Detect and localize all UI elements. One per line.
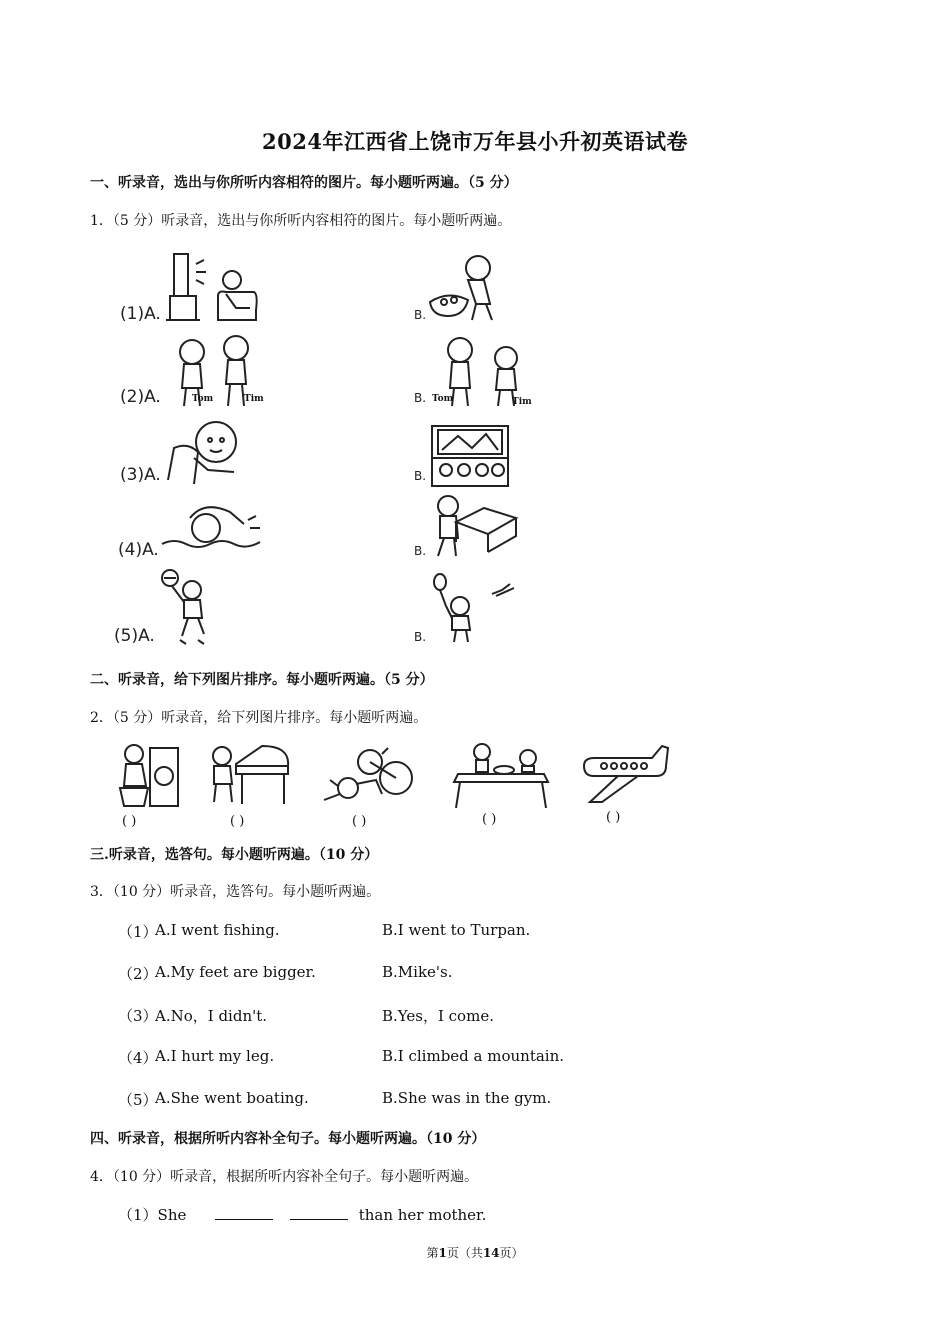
row4-label-a: (4)A. [118, 540, 159, 560]
q3-item4-option-b[interactable]: B.I climbed a mountain. [382, 1047, 565, 1065]
section4-heading: 四、听录音，根据所听内容补全句子。每小题听两遍。（10 分） [90, 1131, 486, 1147]
making-bed-picture[interactable] [426, 492, 520, 562]
row4-label-b: B. [414, 544, 427, 558]
row3-label-a: (3)A. [120, 465, 161, 485]
name-tim-a: Tim [244, 394, 264, 404]
order-blank-4[interactable]: ( ) [482, 812, 497, 827]
name-tom-a: Tom [192, 394, 214, 404]
q3-item4-option-a[interactable]: A.I hurt my leg. [155, 1047, 275, 1065]
bike-fall-picture[interactable] [322, 744, 418, 808]
q3-item4-number: （4） [118, 1049, 158, 1067]
exam-title: 2024年江西省上饶市万年县小升初英语试卷 [262, 129, 688, 154]
section3-heading: 三.听录音，选答句。每小题听两遍。（10 分） [90, 847, 379, 863]
q3-item1-number: （1） [118, 923, 158, 941]
row5-label-a: (5)A. [114, 626, 155, 646]
question1-text: 1．（5 分）听录音，选出与你所听内容相符的图片。每小题听两遍。 [90, 213, 512, 229]
tv-watching-picture[interactable] [166, 250, 262, 324]
q4-item1-blank-1[interactable] [215, 1205, 273, 1220]
page-footer [0, 1244, 950, 1261]
footer-page-number: 1 [438, 1246, 447, 1260]
section1-heading: 一、听录音，选出与你所听内容相符的图片。每小题听两遍。（5 分） [90, 175, 518, 191]
q3-item3-number: （3） [118, 1007, 158, 1025]
question2-text: 2．（5 分）听录音，给下列图片排序。每小题听两遍。 [90, 710, 428, 726]
q4-item1-sentence [118, 1204, 486, 1225]
row2-label-a: (2)A. [120, 387, 161, 407]
reading-book-picture[interactable] [164, 418, 244, 486]
q3-item1-option-b[interactable]: B.I went to Turpan. [382, 921, 531, 939]
q3-item3-option-b[interactable]: B.Yes，I come. [382, 1007, 494, 1025]
order-blank-5[interactable]: ( ) [606, 810, 621, 825]
q3-item5-option-a[interactable]: A.She went boating. [155, 1089, 309, 1107]
name-tim-b: Tim [512, 397, 532, 407]
dinner-table-picture[interactable] [452, 742, 550, 810]
piano-picture[interactable] [206, 742, 292, 808]
footer-total-pages: 14 [482, 1246, 500, 1260]
row1-label-b: B. [414, 308, 427, 322]
q3-item5-option-b[interactable]: B.She was in the gym. [382, 1089, 552, 1107]
q3-item2-number: （2） [118, 965, 158, 983]
q3-item3-option-a[interactable]: A.No，I didn't. [155, 1007, 268, 1025]
footer-pre: 第 [426, 1246, 439, 1260]
airplane-picture[interactable] [578, 744, 672, 806]
footer-post: 页） [499, 1246, 524, 1260]
window-view-picture[interactable] [428, 422, 512, 488]
row2-label-b: B. [414, 391, 427, 405]
q4-item1-suffix: than her mother. [358, 1206, 487, 1224]
basketball-picture[interactable] [158, 568, 212, 646]
washing-machine-picture[interactable] [112, 742, 182, 810]
order-blank-2[interactable]: ( ) [230, 814, 245, 829]
badminton-picture[interactable] [430, 572, 520, 644]
row5-label-b: B. [414, 630, 427, 644]
order-blank-1[interactable]: ( ) [122, 814, 137, 829]
q3-item5-number: （5） [118, 1091, 158, 1109]
washing-clothes-picture[interactable] [428, 250, 508, 324]
swimming-picture[interactable] [160, 498, 264, 560]
order-blank-3[interactable]: ( ) [352, 814, 367, 829]
footer-mid: 页（共 [446, 1246, 483, 1260]
question3-text: 3．（10 分）听录音，选答句。每小题听两遍。 [90, 884, 381, 900]
q3-item1-option-a[interactable]: A.I went fishing. [155, 921, 280, 939]
section2-heading: 二、听录音，给下列图片排序。每小题听两遍。（5 分） [90, 672, 434, 688]
row3-label-b: B. [414, 469, 427, 483]
name-tom-b: Tom [432, 394, 454, 404]
q4-item1-prefix: （1）She [118, 1206, 187, 1224]
q3-item2-option-b[interactable]: B.Mike's. [382, 963, 453, 981]
row1-label-a: (1)A. [120, 304, 161, 324]
q4-item1-blank-2[interactable] [290, 1205, 348, 1220]
question4-text: 4．（10 分）听录音，根据所听内容补全句子。每小题听两遍。 [90, 1169, 479, 1185]
q3-item2-option-a[interactable]: A.My feet are bigger. [155, 963, 316, 981]
